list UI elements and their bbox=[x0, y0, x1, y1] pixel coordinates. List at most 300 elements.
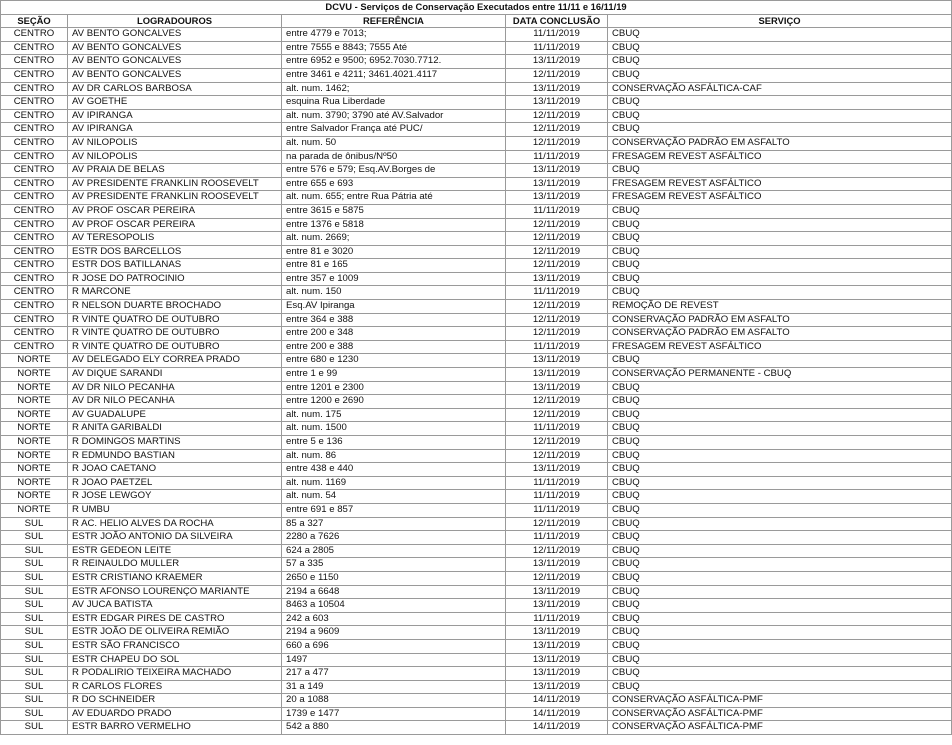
cell-data-conclusao[interactable]: 13/11/2019 bbox=[506, 639, 608, 653]
cell-secao[interactable]: SUL bbox=[1, 612, 68, 626]
cell-secao[interactable]: CENTRO bbox=[1, 313, 68, 327]
cell-servico[interactable]: CONSERVAÇÃO ASFÁLTICA-PMF bbox=[608, 721, 952, 735]
cell-data-conclusao[interactable]: 12/11/2019 bbox=[506, 395, 608, 409]
cell-referencia[interactable]: entre 364 e 388 bbox=[282, 313, 506, 327]
cell-servico[interactable]: CBUQ bbox=[608, 245, 952, 259]
cell-secao[interactable]: NORTE bbox=[1, 476, 68, 490]
cell-referencia[interactable]: 2194 a 6648 bbox=[282, 585, 506, 599]
cell-data-conclusao[interactable]: 13/11/2019 bbox=[506, 82, 608, 96]
cell-logradouro[interactable]: AV IPIRANGA bbox=[68, 109, 282, 123]
cell-logradouro[interactable]: ESTR CRISTIANO KRAEMER bbox=[68, 571, 282, 585]
cell-logradouro[interactable]: R NELSON DUARTE BROCHADO bbox=[68, 300, 282, 314]
cell-data-conclusao[interactable]: 14/11/2019 bbox=[506, 694, 608, 708]
cell-servico[interactable]: CBUQ bbox=[608, 232, 952, 246]
cell-referencia[interactable]: 2194 a 9609 bbox=[282, 626, 506, 640]
cell-data-conclusao[interactable]: 12/11/2019 bbox=[506, 245, 608, 259]
cell-referencia[interactable]: 85 a 327 bbox=[282, 517, 506, 531]
cell-servico[interactable]: CBUQ bbox=[608, 381, 952, 395]
cell-data-conclusao[interactable]: 13/11/2019 bbox=[506, 653, 608, 667]
cell-referencia[interactable]: entre 200 e 388 bbox=[282, 340, 506, 354]
cell-referencia[interactable]: entre 691 e 857 bbox=[282, 503, 506, 517]
cell-logradouro[interactable]: ESTR CHAPEU DO SOL bbox=[68, 653, 282, 667]
cell-logradouro[interactable]: AV PROF OSCAR PEREIRA bbox=[68, 218, 282, 232]
cell-secao[interactable]: NORTE bbox=[1, 449, 68, 463]
cell-data-conclusao[interactable]: 12/11/2019 bbox=[506, 136, 608, 150]
cell-servico[interactable]: CBUQ bbox=[608, 436, 952, 450]
cell-secao[interactable]: CENTRO bbox=[1, 164, 68, 178]
cell-data-conclusao[interactable]: 13/11/2019 bbox=[506, 463, 608, 477]
cell-servico[interactable]: CONSERVAÇÃO ASFÁLTICA-CAF bbox=[608, 82, 952, 96]
cell-secao[interactable]: CENTRO bbox=[1, 245, 68, 259]
cell-data-conclusao[interactable]: 11/11/2019 bbox=[506, 286, 608, 300]
cell-referencia[interactable]: entre 6952 e 9500; 6952.7030.7712. bbox=[282, 55, 506, 69]
cell-logradouro[interactable]: AV EDUARDO PRADO bbox=[68, 707, 282, 721]
cell-referencia[interactable]: 624 a 2805 bbox=[282, 544, 506, 558]
cell-logradouro[interactable]: R DOMINGOS MARTINS bbox=[68, 436, 282, 450]
header-data-conclusao[interactable]: DATA CONCLUSÃO bbox=[506, 14, 608, 28]
cell-servico[interactable]: FRESAGEM REVEST ASFÁLTICO bbox=[608, 340, 952, 354]
cell-referencia[interactable]: 2280 a 7626 bbox=[282, 531, 506, 545]
cell-data-conclusao[interactable]: 12/11/2019 bbox=[506, 218, 608, 232]
table-row bbox=[1, 327, 952, 341]
cell-data-conclusao[interactable]: 14/11/2019 bbox=[506, 721, 608, 735]
cell-logradouro[interactable]: R ANITA GARIBALDI bbox=[68, 422, 282, 436]
cell-data-conclusao[interactable]: 12/11/2019 bbox=[506, 571, 608, 585]
cell-logradouro[interactable]: AV IPIRANGA bbox=[68, 123, 282, 137]
cell-servico[interactable]: REMOÇÃO DE REVEST bbox=[608, 300, 952, 314]
cell-secao[interactable]: CENTRO bbox=[1, 259, 68, 273]
cell-data-conclusao[interactable]: 11/11/2019 bbox=[506, 531, 608, 545]
cell-servico[interactable]: CBUQ bbox=[608, 286, 952, 300]
cell-logradouro[interactable]: R PODALIRIO TEIXEIRA MACHADO bbox=[68, 667, 282, 681]
table-row bbox=[1, 422, 952, 436]
cell-logradouro[interactable]: AV PROF OSCAR PEREIRA bbox=[68, 204, 282, 218]
cell-logradouro[interactable]: R UMBU bbox=[68, 503, 282, 517]
cell-servico[interactable]: CBUQ bbox=[608, 28, 952, 42]
cell-logradouro[interactable]: ESTR GEDEON LEITE bbox=[68, 544, 282, 558]
cell-referencia[interactable]: Esq.AV Ipiranga bbox=[282, 300, 506, 314]
cell-servico[interactable]: CBUQ bbox=[608, 490, 952, 504]
cell-data-conclusao[interactable]: 13/11/2019 bbox=[506, 368, 608, 382]
cell-logradouro[interactable]: AV PRAIA DE BELAS bbox=[68, 164, 282, 178]
cell-logradouro[interactable]: AV NILOPOLIS bbox=[68, 150, 282, 164]
cell-data-conclusao[interactable]: 12/11/2019 bbox=[506, 123, 608, 137]
cell-referencia[interactable]: alt. num. 3790; 3790 até AV.Salvador bbox=[282, 109, 506, 123]
cell-referencia[interactable]: entre 1 e 99 bbox=[282, 368, 506, 382]
cell-servico[interactable]: CBUQ bbox=[608, 612, 952, 626]
table-row bbox=[1, 680, 952, 694]
cell-servico[interactable]: CBUQ bbox=[608, 667, 952, 681]
cell-servico[interactable]: CBUQ bbox=[608, 449, 952, 463]
table-row bbox=[1, 55, 952, 69]
cell-servico[interactable]: CONSERVAÇÃO PADRÃO EM ASFALTO bbox=[608, 313, 952, 327]
cell-referencia[interactable]: entre 680 e 1230 bbox=[282, 354, 506, 368]
cell-referencia[interactable]: entre 655 e 693 bbox=[282, 177, 506, 191]
cell-servico[interactable]: CBUQ bbox=[608, 109, 952, 123]
cell-servico[interactable]: CBUQ bbox=[608, 422, 952, 436]
cell-logradouro[interactable]: AV DR NILO PECANHA bbox=[68, 381, 282, 395]
cell-secao[interactable]: NORTE bbox=[1, 490, 68, 504]
table-row bbox=[1, 136, 952, 150]
header-servico[interactable]: SERVIÇO bbox=[608, 14, 952, 28]
cell-servico[interactable]: CBUQ bbox=[608, 476, 952, 490]
cell-secao[interactable]: CENTRO bbox=[1, 55, 68, 69]
cell-secao[interactable]: CENTRO bbox=[1, 177, 68, 191]
cell-data-conclusao[interactable]: 14/11/2019 bbox=[506, 707, 608, 721]
cell-logradouro[interactable]: R JOSE LEWGOY bbox=[68, 490, 282, 504]
cell-data-conclusao[interactable]: 12/11/2019 bbox=[506, 232, 608, 246]
cell-referencia[interactable]: alt. num. 86 bbox=[282, 449, 506, 463]
table-row bbox=[1, 490, 952, 504]
cell-data-conclusao[interactable]: 12/11/2019 bbox=[506, 408, 608, 422]
cell-referencia[interactable]: alt. num. 54 bbox=[282, 490, 506, 504]
cell-secao[interactable]: SUL bbox=[1, 639, 68, 653]
cell-servico[interactable]: CONSERVAÇÃO PERMANENTE - CBUQ bbox=[608, 368, 952, 382]
cell-referencia[interactable]: 1497 bbox=[282, 653, 506, 667]
cell-logradouro[interactable]: R JOSE DO PATROCINIO bbox=[68, 272, 282, 286]
cell-referencia[interactable]: 20 a 1088 bbox=[282, 694, 506, 708]
cell-data-conclusao[interactable]: 12/11/2019 bbox=[506, 313, 608, 327]
table-row bbox=[1, 28, 952, 42]
cell-referencia[interactable]: 2650 e 1150 bbox=[282, 571, 506, 585]
cell-secao[interactable]: NORTE bbox=[1, 408, 68, 422]
cell-referencia[interactable]: entre 3615 e 5875 bbox=[282, 204, 506, 218]
cell-referencia[interactable]: 1739 e 1477 bbox=[282, 707, 506, 721]
cell-servico[interactable]: CBUQ bbox=[608, 164, 952, 178]
sheet-title[interactable]: DCVU - Serviços de Conservação Executados entre 11/11 e 16/11/19 bbox=[1, 1, 952, 15]
cell-data-conclusao[interactable]: 13/11/2019 bbox=[506, 585, 608, 599]
cell-servico[interactable]: CBUQ bbox=[608, 517, 952, 531]
cell-referencia[interactable]: 542 a 880 bbox=[282, 721, 506, 735]
cell-logradouro[interactable]: ESTR DOS BATILLANAS bbox=[68, 259, 282, 273]
cell-referencia[interactable]: 31 a 149 bbox=[282, 680, 506, 694]
cell-logradouro[interactable]: R AC. HELIO ALVES DA ROCHA bbox=[68, 517, 282, 531]
cell-referencia[interactable]: entre 5 e 136 bbox=[282, 436, 506, 450]
cell-secao[interactable]: SUL bbox=[1, 707, 68, 721]
cell-data-conclusao[interactable]: 13/11/2019 bbox=[506, 177, 608, 191]
cell-logradouro[interactable]: R VINTE QUATRO DE OUTUBRO bbox=[68, 327, 282, 341]
cell-secao[interactable]: SUL bbox=[1, 626, 68, 640]
cell-secao[interactable]: SUL bbox=[1, 585, 68, 599]
cell-logradouro[interactable]: ESTR BARRO VERMELHO bbox=[68, 721, 282, 735]
cell-logradouro[interactable]: AV GOETHE bbox=[68, 96, 282, 110]
cell-servico[interactable]: CBUQ bbox=[608, 585, 952, 599]
table-row bbox=[1, 259, 952, 273]
cell-secao[interactable]: SUL bbox=[1, 571, 68, 585]
cell-secao[interactable]: CENTRO bbox=[1, 123, 68, 137]
cell-secao[interactable]: CENTRO bbox=[1, 204, 68, 218]
cell-secao[interactable]: SUL bbox=[1, 653, 68, 667]
cell-referencia[interactable]: alt. num. 1462; bbox=[282, 82, 506, 96]
cell-data-conclusao[interactable]: 11/11/2019 bbox=[506, 204, 608, 218]
cell-logradouro[interactable]: R CARLOS FLORES bbox=[68, 680, 282, 694]
cell-servico[interactable]: CONSERVAÇÃO PADRÃO EM ASFALTO bbox=[608, 136, 952, 150]
cell-servico[interactable]: CBUQ bbox=[608, 123, 952, 137]
cell-servico[interactable]: CBUQ bbox=[608, 204, 952, 218]
table-row bbox=[1, 41, 952, 55]
cell-data-conclusao[interactable]: 12/11/2019 bbox=[506, 68, 608, 82]
cell-secao[interactable]: SUL bbox=[1, 544, 68, 558]
cell-logradouro[interactable]: AV BENTO GONCALVES bbox=[68, 68, 282, 82]
cell-referencia[interactable]: 57 a 335 bbox=[282, 558, 506, 572]
cell-referencia[interactable]: alt. num. 175 bbox=[282, 408, 506, 422]
cell-logradouro[interactable]: AV DIQUE SARANDI bbox=[68, 368, 282, 382]
cell-referencia[interactable]: entre 438 e 440 bbox=[282, 463, 506, 477]
cell-referencia[interactable]: entre 200 e 348 bbox=[282, 327, 506, 341]
cell-referencia[interactable]: entre 3461 e 4211; 3461.4021.4117 bbox=[282, 68, 506, 82]
cell-secao[interactable]: NORTE bbox=[1, 395, 68, 409]
table-row bbox=[1, 218, 952, 232]
cell-servico[interactable]: CBUQ bbox=[608, 571, 952, 585]
cell-secao[interactable]: SUL bbox=[1, 694, 68, 708]
cell-logradouro[interactable]: AV DR NILO PECANHA bbox=[68, 395, 282, 409]
cell-servico[interactable]: CONSERVAÇÃO ASFÁLTICA-PMF bbox=[608, 707, 952, 721]
cell-secao[interactable]: CENTRO bbox=[1, 68, 68, 82]
cell-logradouro[interactable]: AV DR CARLOS BARBOSA bbox=[68, 82, 282, 96]
cell-servico[interactable]: CBUQ bbox=[608, 68, 952, 82]
cell-secao[interactable]: CENTRO bbox=[1, 272, 68, 286]
cell-logradouro[interactable]: R EDMUNDO BASTIAN bbox=[68, 449, 282, 463]
cell-data-conclusao[interactable]: 11/11/2019 bbox=[506, 490, 608, 504]
cell-secao[interactable]: CENTRO bbox=[1, 191, 68, 205]
cell-data-conclusao[interactable]: 13/11/2019 bbox=[506, 96, 608, 110]
header-referencia[interactable]: REFERÊNCIA bbox=[282, 14, 506, 28]
cell-secao[interactable]: CENTRO bbox=[1, 218, 68, 232]
cell-secao[interactable]: CENTRO bbox=[1, 28, 68, 42]
cell-secao[interactable]: CENTRO bbox=[1, 327, 68, 341]
cell-referencia[interactable]: 242 a 603 bbox=[282, 612, 506, 626]
cell-data-conclusao[interactable]: 12/11/2019 bbox=[506, 300, 608, 314]
cell-servico[interactable]: CBUQ bbox=[608, 395, 952, 409]
cell-secao[interactable]: SUL bbox=[1, 680, 68, 694]
cell-servico[interactable]: CBUQ bbox=[608, 55, 952, 69]
cell-secao[interactable]: CENTRO bbox=[1, 300, 68, 314]
table-row bbox=[1, 599, 952, 613]
cell-servico[interactable]: CBUQ bbox=[608, 599, 952, 613]
table-row bbox=[1, 177, 952, 191]
cell-data-conclusao[interactable]: 13/11/2019 bbox=[506, 55, 608, 69]
cell-secao[interactable]: NORTE bbox=[1, 381, 68, 395]
cell-logradouro[interactable]: R VINTE QUATRO DE OUTUBRO bbox=[68, 313, 282, 327]
cell-referencia[interactable]: entre 81 e 3020 bbox=[282, 245, 506, 259]
cell-secao[interactable]: CENTRO bbox=[1, 96, 68, 110]
cell-logradouro[interactable]: AV PRESIDENTE FRANKLIN ROOSEVELT bbox=[68, 191, 282, 205]
cell-servico[interactable]: CBUQ bbox=[608, 463, 952, 477]
cell-logradouro[interactable]: ESTR SÃO FRANCISCO bbox=[68, 639, 282, 653]
cell-referencia[interactable]: alt. num. 1500 bbox=[282, 422, 506, 436]
cell-secao[interactable]: NORTE bbox=[1, 436, 68, 450]
cell-logradouro[interactable]: R VINTE QUATRO DE OUTUBRO bbox=[68, 340, 282, 354]
cell-referencia[interactable]: 217 a 477 bbox=[282, 667, 506, 681]
table-row bbox=[1, 626, 952, 640]
cell-logradouro[interactable]: ESTR EDGAR PIRES DE CASTRO bbox=[68, 612, 282, 626]
header-row bbox=[1, 14, 952, 28]
cell-data-conclusao[interactable]: 13/11/2019 bbox=[506, 558, 608, 572]
cell-logradouro[interactable]: R JOAO PAETZEL bbox=[68, 476, 282, 490]
cell-data-conclusao[interactable]: 11/11/2019 bbox=[506, 28, 608, 42]
cell-logradouro[interactable]: AV TERESOPOLIS bbox=[68, 232, 282, 246]
cell-referencia[interactable]: alt. num. 1169 bbox=[282, 476, 506, 490]
table-row bbox=[1, 571, 952, 585]
cell-logradouro[interactable]: AV BENTO GONCALVES bbox=[68, 28, 282, 42]
cell-secao[interactable]: CENTRO bbox=[1, 340, 68, 354]
cell-referencia[interactable]: esquina Rua Liberdade bbox=[282, 96, 506, 110]
table-row bbox=[1, 707, 952, 721]
cell-secao[interactable]: SUL bbox=[1, 721, 68, 735]
table-row bbox=[1, 653, 952, 667]
cell-data-conclusao[interactable]: 13/11/2019 bbox=[506, 272, 608, 286]
cell-servico[interactable]: CBUQ bbox=[608, 408, 952, 422]
cell-referencia[interactable]: alt. num. 2669; bbox=[282, 232, 506, 246]
cell-referencia[interactable]: entre 1200 e 2690 bbox=[282, 395, 506, 409]
cell-data-conclusao[interactable]: 12/11/2019 bbox=[506, 517, 608, 531]
cell-data-conclusao[interactable]: 13/11/2019 bbox=[506, 680, 608, 694]
cell-logradouro[interactable]: AV DELEGADO ELY CORREA PRADO bbox=[68, 354, 282, 368]
cell-data-conclusao[interactable]: 13/11/2019 bbox=[506, 626, 608, 640]
cell-servico[interactable]: CBUQ bbox=[608, 503, 952, 517]
cell-secao[interactable]: CENTRO bbox=[1, 136, 68, 150]
cell-logradouro[interactable]: ESTR AFONSO LOURENÇO MARIANTE bbox=[68, 585, 282, 599]
cell-servico[interactable]: CONSERVAÇÃO PADRÃO EM ASFALTO bbox=[608, 327, 952, 341]
cell-servico[interactable]: FRESAGEM REVEST ASFÁLTICO bbox=[608, 150, 952, 164]
cell-logradouro[interactable]: R REINAULDO MULLER bbox=[68, 558, 282, 572]
table-row bbox=[1, 476, 952, 490]
table-row bbox=[1, 204, 952, 218]
cell-servico[interactable]: CBUQ bbox=[608, 680, 952, 694]
cell-secao[interactable]: CENTRO bbox=[1, 150, 68, 164]
cell-secao[interactable]: NORTE bbox=[1, 463, 68, 477]
cell-logradouro[interactable]: AV PRESIDENTE FRANKLIN ROOSEVELT bbox=[68, 177, 282, 191]
cell-data-conclusao[interactable]: 11/11/2019 bbox=[506, 503, 608, 517]
cell-logradouro[interactable]: R JOAO CAETANO bbox=[68, 463, 282, 477]
cell-servico[interactable]: CBUQ bbox=[608, 653, 952, 667]
cell-data-conclusao[interactable]: 11/11/2019 bbox=[506, 340, 608, 354]
cell-logradouro[interactable]: AV BENTO GONCALVES bbox=[68, 41, 282, 55]
cell-data-conclusao[interactable]: 13/11/2019 bbox=[506, 164, 608, 178]
cell-servico[interactable]: CBUQ bbox=[608, 626, 952, 640]
cell-servico[interactable]: CBUQ bbox=[608, 272, 952, 286]
table-row bbox=[1, 340, 952, 354]
table-row bbox=[1, 639, 952, 653]
table-row bbox=[1, 408, 952, 422]
cell-referencia[interactable]: entre 576 e 579; Esq.AV.Borges de bbox=[282, 164, 506, 178]
cell-servico[interactable]: CONSERVAÇÃO ASFÁLTICA-PMF bbox=[608, 694, 952, 708]
cell-servico[interactable]: CBUQ bbox=[608, 96, 952, 110]
header-logradouros[interactable]: LOGRADOUROS bbox=[68, 14, 282, 28]
cell-data-conclusao[interactable]: 12/11/2019 bbox=[506, 544, 608, 558]
cell-secao[interactable]: CENTRO bbox=[1, 82, 68, 96]
cell-secao[interactable]: SUL bbox=[1, 599, 68, 613]
cell-secao[interactable]: CENTRO bbox=[1, 286, 68, 300]
cell-data-conclusao[interactable]: 13/11/2019 bbox=[506, 381, 608, 395]
cell-referencia[interactable]: entre 7555 e 8843; 7555 Até bbox=[282, 41, 506, 55]
cell-referencia[interactable]: entre 4779 e 7013; bbox=[282, 28, 506, 42]
cell-data-conclusao[interactable]: 13/11/2019 bbox=[506, 354, 608, 368]
table-row bbox=[1, 354, 952, 368]
table-row bbox=[1, 721, 952, 735]
cell-logradouro[interactable]: ESTR JOÃO DE OLIVEIRA REMIÃO bbox=[68, 626, 282, 640]
cell-referencia[interactable]: entre 81 e 165 bbox=[282, 259, 506, 273]
cell-secao[interactable]: NORTE bbox=[1, 368, 68, 382]
cell-servico[interactable]: CBUQ bbox=[608, 639, 952, 653]
cell-secao[interactable]: SUL bbox=[1, 667, 68, 681]
table-row bbox=[1, 109, 952, 123]
cell-secao[interactable]: SUL bbox=[1, 517, 68, 531]
cell-secao[interactable]: NORTE bbox=[1, 503, 68, 517]
cell-secao[interactable]: CENTRO bbox=[1, 109, 68, 123]
cell-data-conclusao[interactable]: 12/11/2019 bbox=[506, 327, 608, 341]
cell-data-conclusao[interactable]: 12/11/2019 bbox=[506, 109, 608, 123]
cell-secao[interactable]: SUL bbox=[1, 558, 68, 572]
cell-referencia[interactable]: entre 1201 e 2300 bbox=[282, 381, 506, 395]
cell-secao[interactable]: NORTE bbox=[1, 422, 68, 436]
cell-logradouro[interactable]: ESTR JOÃO ANTONIO DA SILVEIRA bbox=[68, 531, 282, 545]
table-row bbox=[1, 313, 952, 327]
table-row bbox=[1, 82, 952, 96]
cell-secao[interactable]: CENTRO bbox=[1, 232, 68, 246]
cell-data-conclusao[interactable]: 11/11/2019 bbox=[506, 422, 608, 436]
cell-referencia[interactable]: entre Salvador França até PUC/ bbox=[282, 123, 506, 137]
cell-referencia[interactable]: alt. num. 50 bbox=[282, 136, 506, 150]
cell-servico[interactable]: FRESAGEM REVEST ASFÁLTICO bbox=[608, 191, 952, 205]
cell-referencia[interactable]: 8463 a 10504 bbox=[282, 599, 506, 613]
cell-data-conclusao[interactable]: 12/11/2019 bbox=[506, 436, 608, 450]
cell-servico[interactable]: CBUQ bbox=[608, 354, 952, 368]
cell-data-conclusao[interactable]: 13/11/2019 bbox=[506, 667, 608, 681]
cell-secao[interactable]: NORTE bbox=[1, 354, 68, 368]
cell-data-conclusao[interactable]: 11/11/2019 bbox=[506, 150, 608, 164]
cell-logradouro[interactable]: R MARCONE bbox=[68, 286, 282, 300]
cell-data-conclusao[interactable]: 11/11/2019 bbox=[506, 612, 608, 626]
cell-logradouro[interactable]: R DO SCHNEIDER bbox=[68, 694, 282, 708]
cell-logradouro[interactable]: ESTR DOS BARCELLOS bbox=[68, 245, 282, 259]
cell-data-conclusao[interactable]: 11/11/2019 bbox=[506, 476, 608, 490]
cell-servico[interactable]: CBUQ bbox=[608, 531, 952, 545]
table-row bbox=[1, 395, 952, 409]
table-row bbox=[1, 463, 952, 477]
cell-servico[interactable]: CBUQ bbox=[608, 41, 952, 55]
cell-referencia[interactable]: entre 1376 e 5818 bbox=[282, 218, 506, 232]
cell-data-conclusao[interactable]: 12/11/2019 bbox=[506, 449, 608, 463]
cell-data-conclusao[interactable]: 12/11/2019 bbox=[506, 259, 608, 273]
cell-logradouro[interactable]: AV GUADALUPE bbox=[68, 408, 282, 422]
table-row bbox=[1, 368, 952, 382]
cell-data-conclusao[interactable]: 11/11/2019 bbox=[506, 41, 608, 55]
table-row bbox=[1, 245, 952, 259]
cell-secao[interactable]: CENTRO bbox=[1, 41, 68, 55]
cell-secao[interactable]: SUL bbox=[1, 531, 68, 545]
header-secao[interactable]: SEÇÃO bbox=[1, 14, 68, 28]
cell-logradouro[interactable]: AV JUCA BATISTA bbox=[68, 599, 282, 613]
cell-referencia[interactable]: entre 357 e 1009 bbox=[282, 272, 506, 286]
cell-data-conclusao[interactable]: 13/11/2019 bbox=[506, 599, 608, 613]
cell-servico[interactable]: CBUQ bbox=[608, 218, 952, 232]
cell-logradouro[interactable]: AV BENTO GONCALVES bbox=[68, 55, 282, 69]
cell-servico[interactable]: CBUQ bbox=[608, 558, 952, 572]
cell-logradouro[interactable]: AV NILOPOLIS bbox=[68, 136, 282, 150]
table-row bbox=[1, 191, 952, 205]
cell-referencia[interactable]: alt. num. 150 bbox=[282, 286, 506, 300]
cell-data-conclusao[interactable]: 13/11/2019 bbox=[506, 191, 608, 205]
cell-servico[interactable]: CBUQ bbox=[608, 259, 952, 273]
cell-referencia[interactable]: na parada de ônibus/Nº50 bbox=[282, 150, 506, 164]
cell-servico[interactable]: FRESAGEM REVEST ASFÁLTICO bbox=[608, 177, 952, 191]
table-row bbox=[1, 96, 952, 110]
table-row bbox=[1, 68, 952, 82]
cell-servico[interactable]: CBUQ bbox=[608, 544, 952, 558]
cell-referencia[interactable]: 660 a 696 bbox=[282, 639, 506, 653]
cell-referencia[interactable]: alt. num. 655; entre Rua Pátria até bbox=[282, 191, 506, 205]
